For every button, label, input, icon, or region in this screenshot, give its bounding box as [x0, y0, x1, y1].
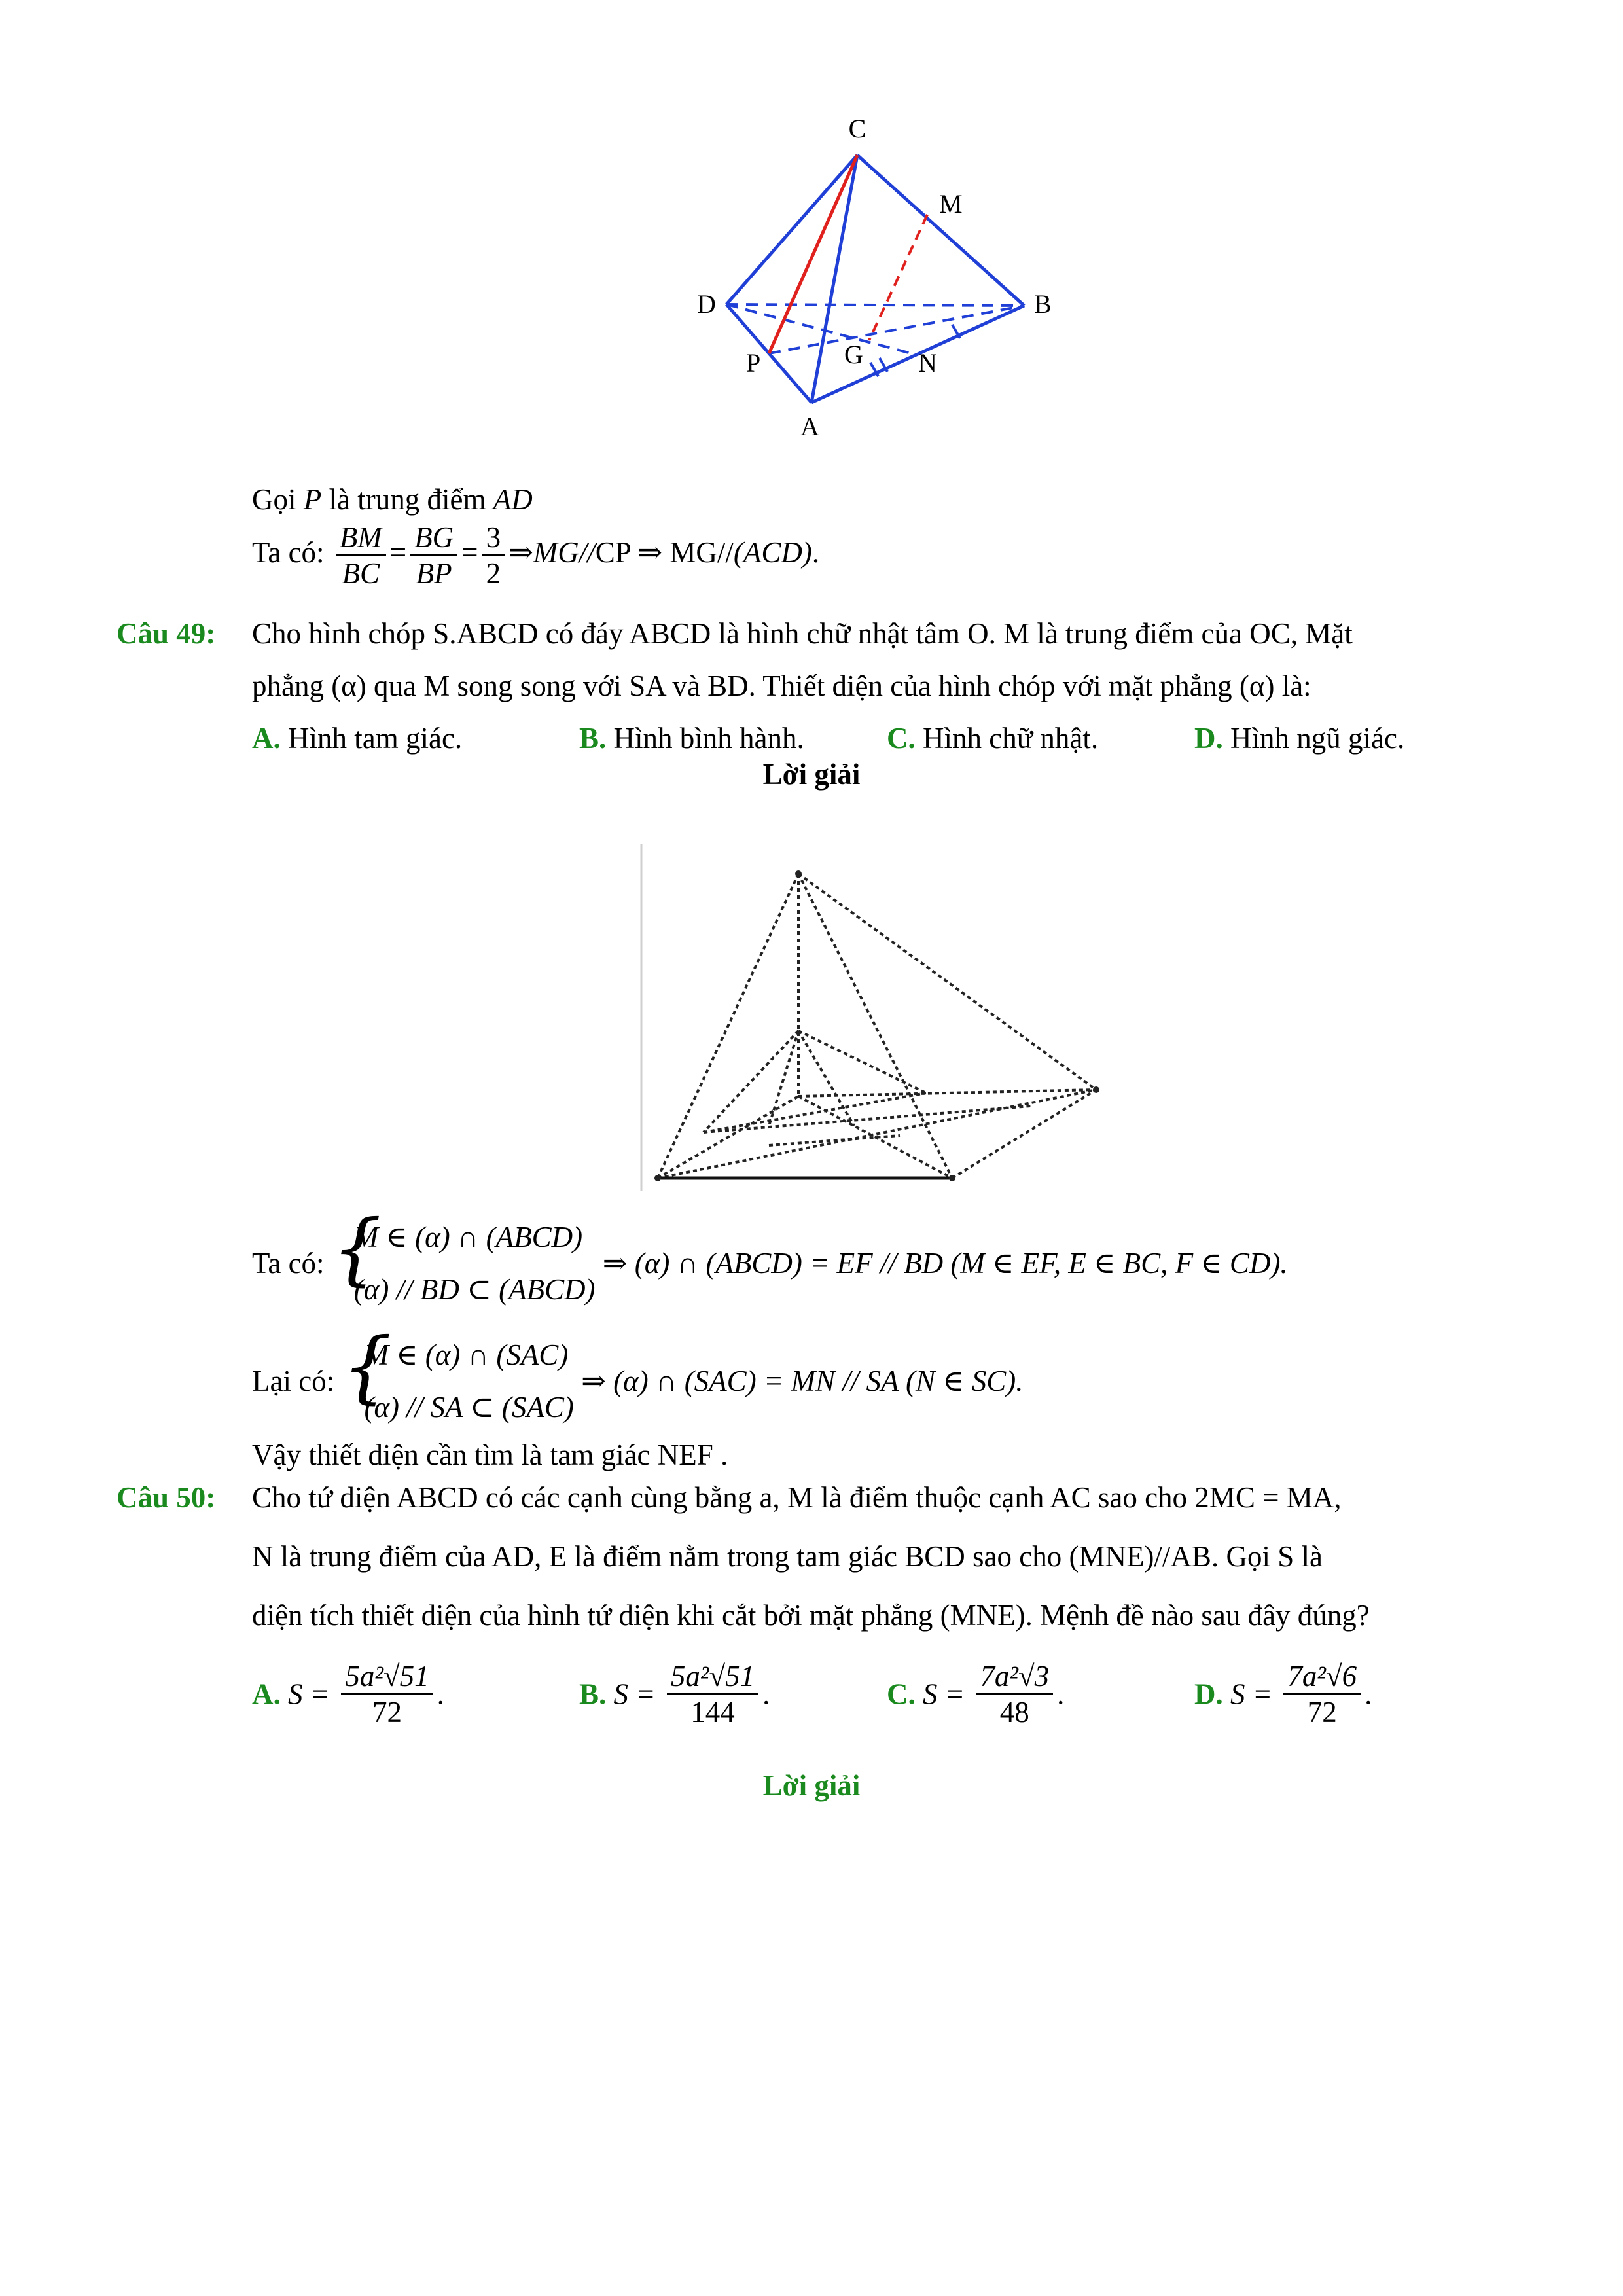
- sol48-line2: [252, 520, 819, 590]
- option-fraction: [976, 1659, 1053, 1729]
- sol49-conclusion: Vậy thiết diện cần tìm là tam giác NEF .: [252, 1439, 728, 1471]
- option-fraction: [1283, 1659, 1361, 1729]
- num: 7a²√3: [976, 1659, 1053, 1695]
- period: .: [1057, 1677, 1065, 1711]
- tetrahedron-figure: [694, 105, 1086, 445]
- option-key: C.: [887, 1677, 916, 1711]
- text: Ta có:: [252, 1247, 325, 1280]
- pyramid-figure: [638, 844, 1122, 1204]
- brace-glyph: {: [331, 1204, 382, 1295]
- label-P: P: [746, 348, 761, 378]
- label-N: N: [918, 348, 937, 378]
- label-D: D: [697, 289, 716, 319]
- plane-acd: (ACD): [733, 535, 812, 569]
- heading-text: Lời giải: [762, 1769, 861, 1802]
- question-50-line3: diện tích thiết diện của hình tứ diện khi cắt bởi mặt phẳng (MNE). Mệnh đề nào sau đây đúng?: [252, 1599, 1370, 1632]
- num: BG: [410, 520, 457, 556]
- arrow: ⇒: [508, 535, 533, 569]
- question-49-line1: Cho hình chóp S.ABCD có đáy ABCD là hình chữ nhật tâm O. M là trung điểm của OC, Mặt: [252, 617, 1353, 650]
- text: Lại có:: [252, 1365, 335, 1397]
- q49-solution-heading: Lời giải: [762, 758, 861, 791]
- label-G: G: [844, 340, 863, 369]
- question-50-line2: N là trung điểm của AD, E là điểm nằm trong tam giác BCD sao cho (MNE)//AB. Gọi S là: [252, 1540, 1323, 1573]
- label-B: B: [1034, 289, 1052, 319]
- option-key: A.: [252, 722, 281, 755]
- option-text: Hình bình hành.: [613, 722, 804, 755]
- question-50-line1: Cho tứ diện ABCD có các cạnh cùng bằng a, M là điểm thuộc cạnh AC sao cho 2MC = MA,: [252, 1481, 1342, 1514]
- option-fraction: [667, 1659, 758, 1729]
- option-lhs: S =: [613, 1677, 656, 1711]
- system-brace-2: [342, 1321, 574, 1433]
- option-lhs: S =: [288, 1677, 330, 1711]
- period: .: [1364, 1677, 1372, 1711]
- sys-line: M ∈ (α) ∩ (ABCD): [353, 1221, 583, 1253]
- par: //: [579, 535, 596, 569]
- option-key: B.: [579, 722, 607, 755]
- seg-AD: AD: [493, 483, 533, 516]
- den: 72: [1307, 1696, 1337, 1729]
- option-fraction: [341, 1659, 433, 1729]
- q50-option-a: [252, 1659, 444, 1729]
- option-key: A.: [252, 1677, 281, 1711]
- den: BC: [342, 557, 380, 590]
- q50-option-c: [887, 1659, 1064, 1729]
- sys-result: ⇒ (α) ∩ (ABCD) = EF // BD (M ∈ EF, E ∈ BC, F ∈ CD).: [602, 1247, 1288, 1280]
- num: 7a²√6: [1283, 1659, 1361, 1695]
- num: 3: [482, 520, 505, 556]
- label-C: C: [848, 114, 866, 143]
- option-key: B.: [579, 1677, 607, 1711]
- sys-line: (α) // SA ⊂ (SAC): [364, 1391, 574, 1424]
- q49-option-d: [1194, 720, 1404, 757]
- q49-option-b: [579, 720, 804, 757]
- period: .: [437, 1677, 444, 1711]
- eq: =: [389, 535, 407, 569]
- fraction-bm-bc: [336, 520, 386, 590]
- sys-result: ⇒ (α) ∩ (SAC) = MN // SA (N ∈ SC).: [581, 1365, 1024, 1397]
- q50-option-d: [1194, 1659, 1372, 1729]
- den: BP: [416, 557, 452, 590]
- den: 72: [372, 1696, 402, 1729]
- q50-solution-heading: [0, 1767, 1623, 1804]
- sys-line: M ∈ (α) ∩ (SAC): [364, 1338, 569, 1371]
- cp: CP: [595, 535, 631, 569]
- period: .: [812, 535, 820, 569]
- sol49-system1: [252, 1204, 1288, 1316]
- mg: MG: [533, 535, 579, 569]
- q49-option-c: [887, 720, 1098, 757]
- option-key: D.: [1194, 1677, 1223, 1711]
- q50-option-b: [579, 1659, 770, 1729]
- num: 5a²√51: [667, 1659, 758, 1695]
- question-50-label: Câu 50:: [116, 1481, 216, 1514]
- option-text: Hình ngũ giác.: [1230, 722, 1405, 755]
- den: 2: [486, 557, 501, 590]
- option-lhs: S =: [1230, 1677, 1273, 1711]
- den: 48: [999, 1696, 1029, 1729]
- option-text: Hình chữ nhật.: [923, 722, 1099, 755]
- question-49-label: Câu 49:: [116, 617, 216, 650]
- question-49-line2: phẳng (α) qua M song song với SA và BD. Thiết diện của hình chóp với mặt phẳng (α) là:: [252, 670, 1311, 702]
- period: .: [762, 1677, 770, 1711]
- sol49-system2: [252, 1321, 1024, 1433]
- text: là trung điểm: [329, 483, 486, 516]
- sys-line: (α) // BD ⊂ (ABCD): [353, 1273, 596, 1306]
- q49-option-a: [252, 720, 462, 757]
- text: Ta có:: [252, 535, 325, 569]
- label-A: A: [800, 412, 819, 441]
- label-M: M: [939, 189, 963, 219]
- fraction-3-2: [482, 520, 505, 590]
- eq: =: [461, 535, 478, 569]
- fraction-bg-bp: [410, 520, 457, 590]
- option-key: D.: [1194, 722, 1223, 755]
- sol48-line1: [252, 481, 533, 518]
- var-P: P: [303, 483, 322, 516]
- option-text: Hình tam giác.: [288, 722, 463, 755]
- text: Gọi: [252, 483, 296, 516]
- num: 5a²√51: [341, 1659, 433, 1695]
- num: BM: [336, 520, 386, 556]
- brace-glyph: {: [342, 1321, 392, 1412]
- mg-par: MG//: [669, 535, 734, 569]
- den: 144: [690, 1696, 735, 1729]
- arrow: ⇒: [637, 535, 663, 569]
- option-key: C.: [887, 722, 916, 755]
- system-brace-1: [331, 1204, 596, 1316]
- option-lhs: S =: [923, 1677, 965, 1711]
